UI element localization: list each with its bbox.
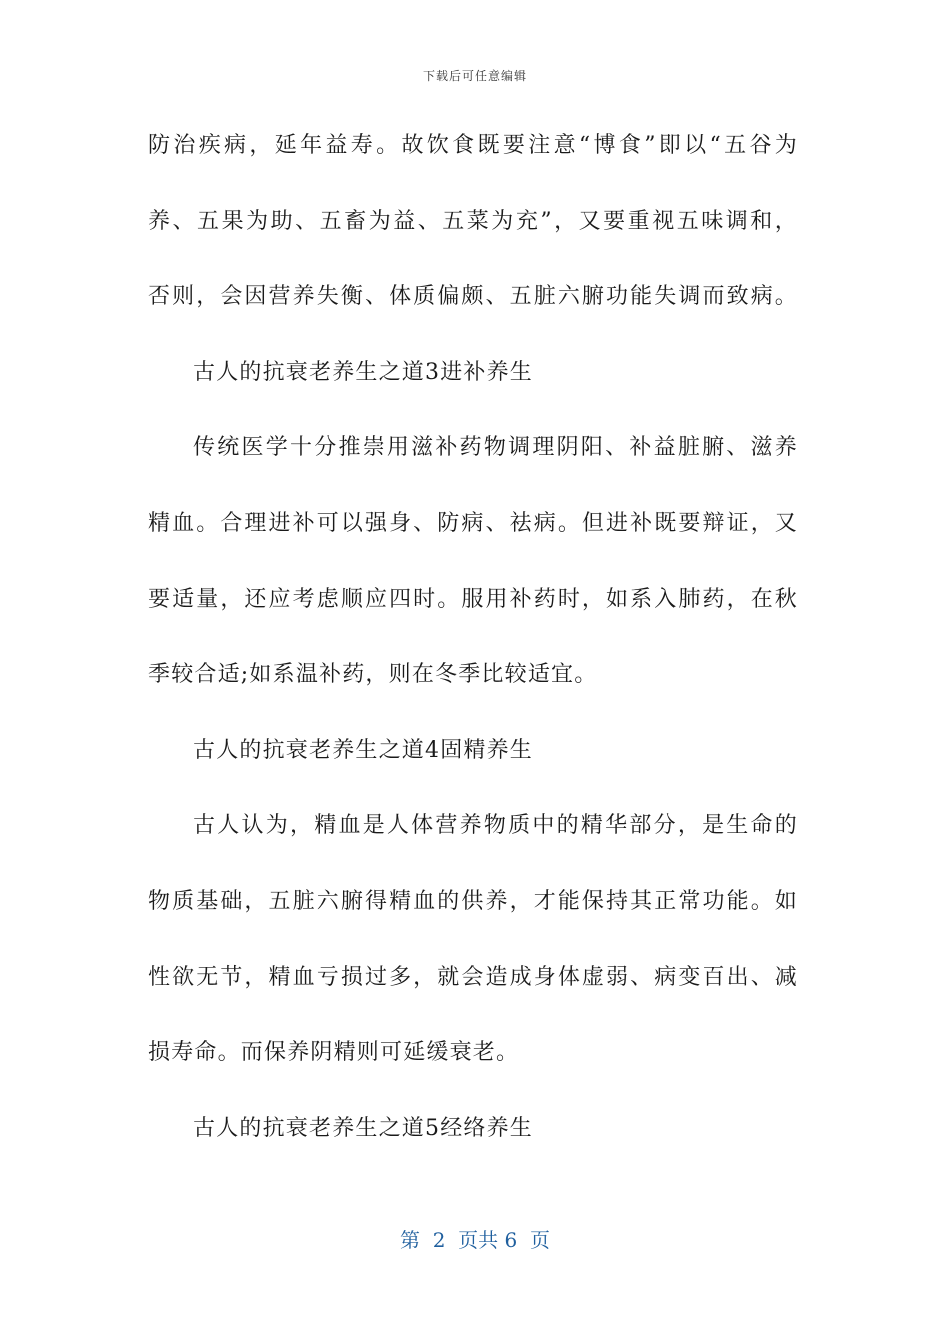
text-line: 古人认为，精血是人体营养物质中的精华部分，是生命的	[193, 813, 798, 839]
section-heading: 古人的抗衰老养生之道5经络养生	[193, 1115, 533, 1141]
page-header: 下载后可任意编辑	[422, 69, 527, 83]
text-line: 否则，会因营养失衡、体质偏颇、五脏六腑功能失调而致病。	[148, 284, 798, 310]
text-line: 要适量，还应考虑顺应四时。服用补药时，如系入肺药，在秋	[148, 586, 798, 612]
text-line: 物质基础，五脏六腑得精血的供养，才能保持其正常功能。如	[148, 888, 798, 914]
document-body	[148, 126, 798, 1184]
text-line: 性欲无节，精血亏损过多，就会造成身体虚弱、病变百出、减	[148, 964, 798, 990]
page-number-footer: 第 2 页共 6 页	[400, 1228, 550, 1252]
text-line: 精血。合理进补可以强身、防病、祛病。但进补既要辩证，又	[148, 510, 798, 536]
text-line: 防治疾病，延年益寿。故饮食既要注意“博食”即以“五谷为	[148, 133, 798, 158]
section-heading: 古人的抗衰老养生之道3进补养生	[193, 359, 533, 385]
text-line: 损寿命。而保养阴精则可延缓衰老。	[148, 1040, 520, 1066]
text-line: 养、五果为助、五畜为益、五菜为充”，又要重视五味调和，	[148, 208, 798, 234]
text-line: 季较合适;如系温补药，则在冬季比较适宜。	[148, 662, 598, 688]
section-heading: 古人的抗衰老养生之道4固精养生	[193, 737, 533, 763]
text-line: 传统医学十分推崇用滋补药物调理阴阳、补益脏腑、滋养	[193, 435, 798, 461]
